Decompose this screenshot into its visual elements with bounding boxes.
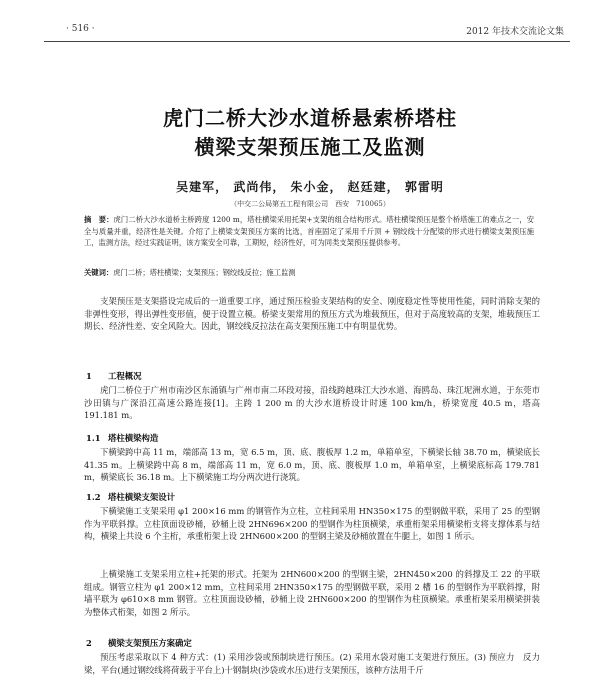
abstract-text: 虎门二桥大沙水道桥主桥跨度 1200 m，塔柱横梁采用托架+支架的组合结构形式。塔柱横梁预压是整个桥塔施工的难点之一，安全与质量并重，经济性是关键。介绍了上横梁支架预压方案的比选，首座固定了采用千斤顶 + 钢绞线十分配梁的形式进行横梁支架预压施工，监测方法，经过实践证明，该方案安全可靠，工期短，经济性好，可为同类支架预压提供参考。 — [84, 215, 535, 248]
section-paragraph: 上横梁施工支架采用立柱+托架的形式。托架为 2HN600×200 的型钢主梁，2HN450×200 的斜撑及工 22 的平联组成。钢管立柱为 φ1 200×12 mm，立柱间采用 2HN350×175 的型钢做平联，采用 2 槽 16 的型钢作为平联斜撑，附墙平联为 φ610×8 mm 钢管。立柱顶面设砂桶，砂桶上设 2HN600×200 的型钢作为柱顶横梁。承重桁架采用横梁拼装为整体式桁架，如图 2 所示。 — [84, 569, 540, 617]
section-number: 1.1 — [86, 433, 101, 443]
title-line-1: 虎门二桥大沙水道桥悬索桥塔柱 — [163, 106, 457, 130]
abstract — [84, 214, 534, 249]
intro-paragraph: 支架预压是支架搭设完成后的一道重要工序，通过预压检验支架结构的安全、刚度稳定性等使用性能，同时消除支架的非弹性变形，得出弹性变形值，便于设置立模。桥梁支架常用的预压方式为堆载预压，但对于高度较高的支架，堆载预压工期长、经济性差、安全风险大。因此，钢绞线反拉法在高支架预压施工中有明显优势。 — [84, 296, 540, 332]
keywords — [84, 267, 534, 278]
keywords-text: 虎门二桥；塔柱横梁；支架预压；钢绞线反拉；施工监测 — [113, 268, 296, 277]
title-line-2: 横梁支架预压施工及监测 — [194, 135, 426, 159]
section-paragraph: 预压考虑采取以下 4 种方式：(1) 采用沙袋或预制块进行预压。(2) 采用水袋对施工支架进行预压。(3) 预应力 反力梁，平台(通过钢绞线将荷载于平台上)十钢制块(沙袋或水压)进行支架预压，该种方法用千斤 — [84, 652, 540, 675]
section-number: 1 — [86, 371, 92, 381]
section-number: 2 — [86, 638, 92, 648]
section-title: 塔柱横梁支架设计 — [108, 492, 175, 502]
section-number: 1.2 — [86, 492, 101, 502]
page-number: · 516 · — [66, 24, 95, 34]
section-heading — [86, 370, 142, 382]
section-heading — [86, 432, 158, 444]
section-paragraph: 下横梁跨中高 11 m，端部高 13 m，宽 6.5 m，顶、底、腹板厚 1.2 m，单箱单室，下横梁长轴 38.70 m，横梁底长 41.35 m。上横梁跨中高 8 m，端部高 11 m，宽 6.0 m，顶、底、腹板厚 1.0 m，单箱单室，上横梁底标高 179.781 m，横梁底长 36.18 m。上下横梁施工均分两次进行浇筑。 — [84, 447, 540, 483]
article-title — [60, 104, 560, 162]
author-list: 吴建军， 武尚伟， 朱小金， 赵廷建， 郭雷明 — [176, 180, 444, 194]
section-heading — [86, 637, 192, 649]
header-rule — [44, 41, 570, 42]
section-title: 塔柱横梁构造 — [108, 433, 159, 443]
section-heading — [86, 491, 175, 503]
section-title: 横梁支架预压方案确定 — [108, 638, 192, 648]
section-paragraph: 虎门二桥位于广州市南沙区东涌镇与广州市南二环段对接，沿线跨越珠江大沙水道、海鸥岛、珠江坭洲水道，于东莞市沙田镇与广深沿江高速公路连接[1]。主跨 1 200 m 的大沙水道桥设计时速 100 km/h，桥梁宽度 40.5 m，塔高 191.181 m。 — [84, 385, 540, 421]
journal-title: 2012 年技术交流论文集 — [466, 27, 564, 37]
abstract-label: 摘 要： — [84, 215, 114, 224]
keywords-label: 关键词： — [84, 268, 114, 277]
section-paragraph: 下横梁施工支架采用 φ1 200×16 mm 的钢管作为立柱，立柱间采用 HN350×175 的型钢做平联，采用了 25 的型钢作为平联斜撑。立柱顶面设砂桶，砂桶上设 2HN696×200 的型钢作为柱顶横梁，承重桁架采用横梁桁支将支撑体系与结构，横梁上共设 6 个主桁，承重桁架上设 2HN600×200 的型钢主梁及砂桶放置在牛腿上，如图 1 所示。 — [84, 506, 540, 542]
affiliation: （中交二公局第五工程有限公司 西安 710065） — [230, 200, 390, 208]
section-title: 工程概况 — [108, 371, 142, 381]
running-header — [44, 24, 570, 40]
